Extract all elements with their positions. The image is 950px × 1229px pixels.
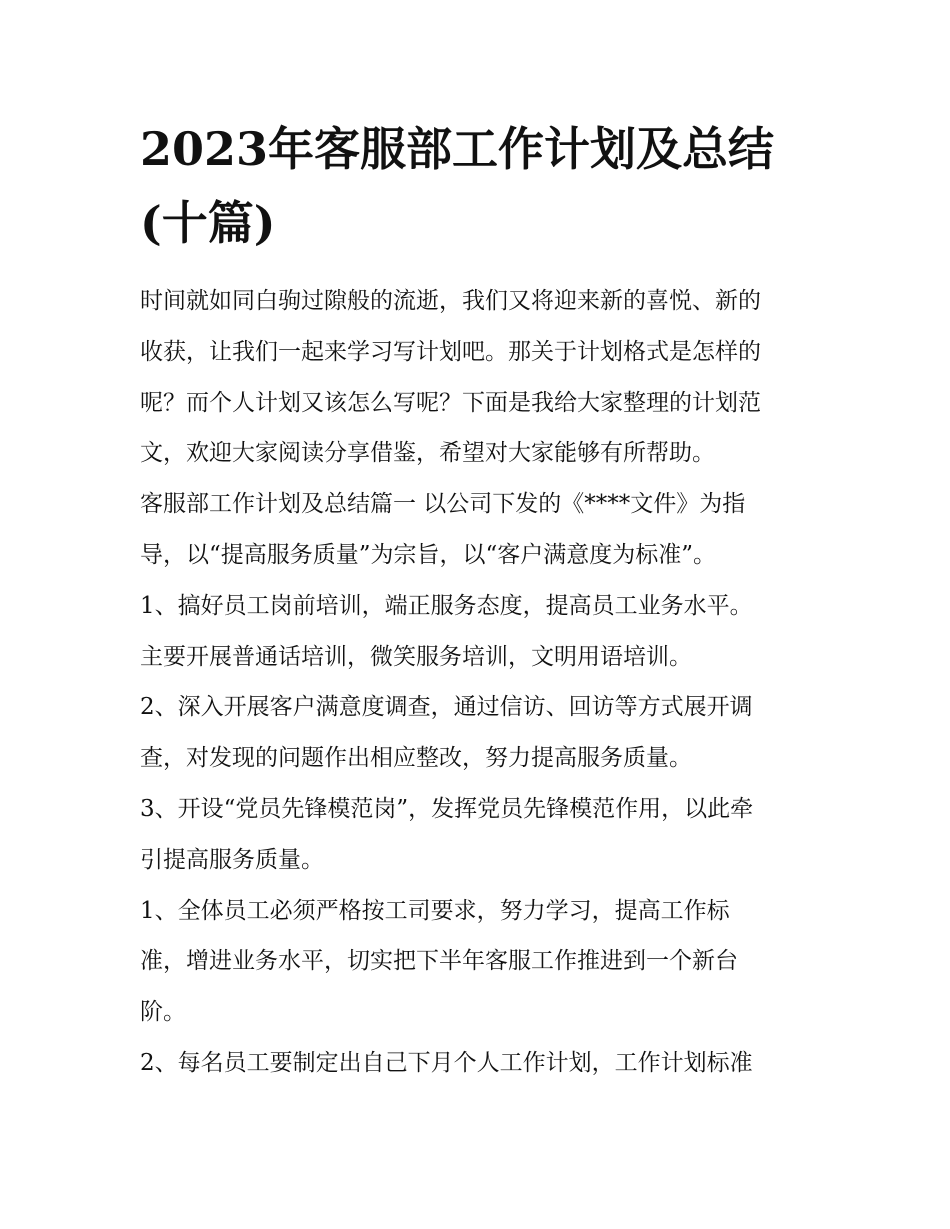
body-line: 查，对发现的问题作出相应整改，努力提高服务质量。 bbox=[140, 745, 692, 772]
body-line: 阶。 bbox=[140, 999, 186, 1026]
body-line: 2、每名员工要制定出自己下月个人工作计划，工作计划标准 bbox=[140, 1049, 753, 1076]
document-body bbox=[140, 276, 830, 1089]
body-line: 准，增进业务水平，切实把下半年客服工作推进到一个新台 bbox=[140, 948, 738, 975]
body-line: 文，欢迎大家阅读分享借鉴，希望对大家能够有所帮助。 bbox=[140, 440, 715, 467]
title-line-2: (十篇) bbox=[140, 196, 276, 250]
document-title bbox=[140, 112, 820, 260]
body-line: 收获，让我们一起来学习写计划吧。那关于计划格式是怎样的 bbox=[140, 338, 761, 365]
title-line-1: 2023年客服部工作计划及总结 bbox=[140, 122, 775, 176]
body-line: 客服部工作计划及总结篇一 以公司下发的《****文件》为指 bbox=[140, 491, 746, 518]
body-line: 引提高服务质量。 bbox=[140, 846, 324, 873]
body-line: 主要开展普通话培训，微笑服务培训，文明用语培训。 bbox=[140, 643, 692, 670]
body-line: 3、开设“党员先锋模范岗”，发挥党员先锋模范作用，以此牵 bbox=[140, 795, 754, 822]
body-line: 导，以“提高服务质量”为宗旨，以“客户满意度为标准”。 bbox=[140, 541, 717, 568]
body-line: 呢？而个人计划又该怎么写呢？下面是我给大家整理的计划范 bbox=[140, 389, 761, 416]
body-line: 时间就如同白驹过隙般的流逝，我们又将迎来新的喜悦、新的 bbox=[140, 288, 761, 314]
body-line: 1、全体员工必须严格按工司要求，努力学习，提高工作标 bbox=[140, 897, 730, 924]
body-line: 1、搞好员工岗前培训，端正服务态度，提高员工业务水平。 bbox=[140, 592, 753, 619]
body-line: 2、深入开展客户满意度调查，通过信访、回访等方式展开调 bbox=[140, 694, 753, 721]
